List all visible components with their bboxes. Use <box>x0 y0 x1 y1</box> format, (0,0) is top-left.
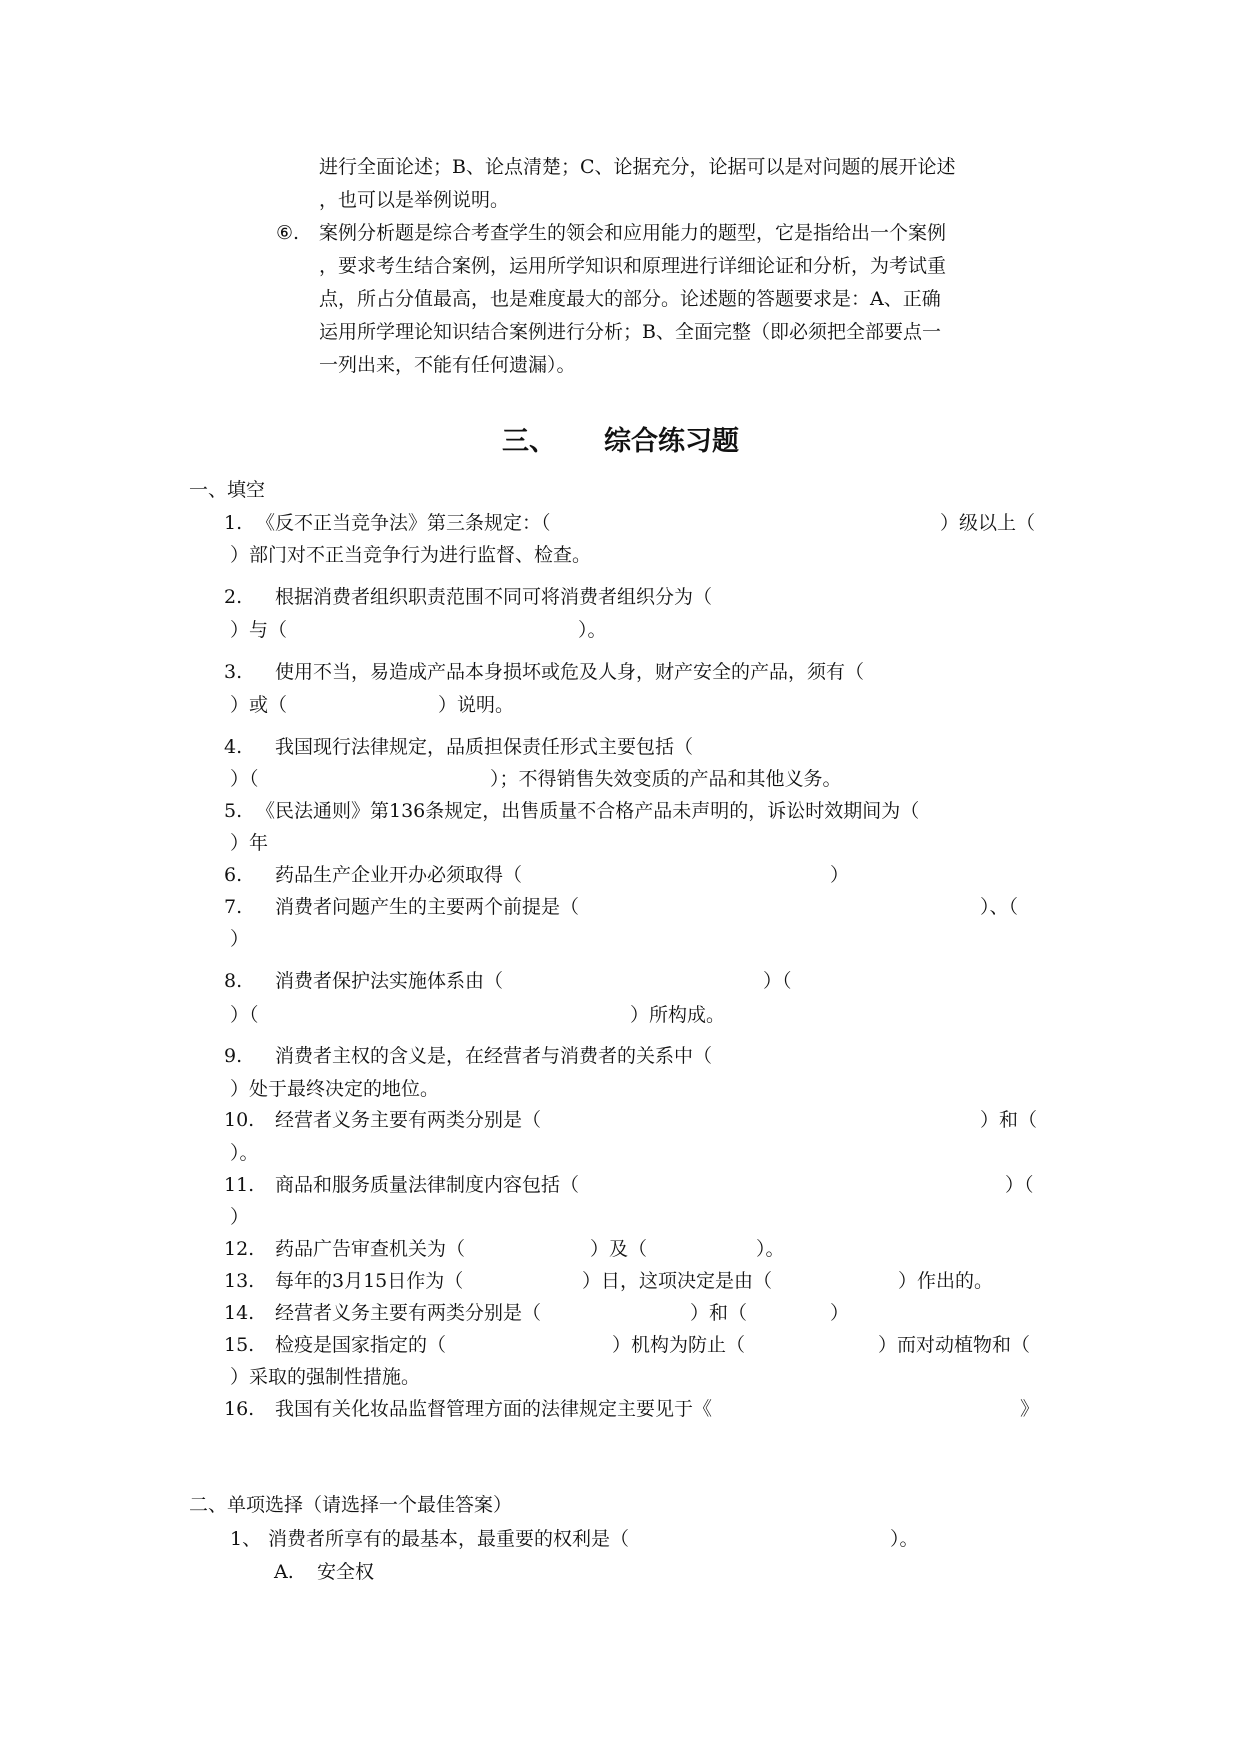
question-text: 消费者所享有的最基本，最重要的权利是（ <box>268 1528 630 1550</box>
item-text: ）（ <box>1005 1174 1034 1196</box>
item-text: ） <box>230 928 250 950</box>
item-text: 《反不正当竞争法》第三条规定：（ <box>256 512 551 534</box>
section-title <box>0 428 1241 455</box>
item-number: 8. <box>224 970 243 992</box>
item-text: 每年的3月15日作为（ <box>275 1270 464 1292</box>
intro-line: 一列出来，不能有任何遗漏）。 <box>319 354 576 376</box>
item-text: ）年 <box>230 832 269 854</box>
item-text: ）机构为防止（ <box>612 1334 746 1356</box>
item-text: 消费者问题产生的主要两个前提是（ <box>275 896 580 918</box>
item-text: ） <box>230 1206 250 1228</box>
item-number: 16. <box>224 1398 255 1420</box>
item-number: 15. <box>224 1334 255 1356</box>
section-title-text: 综合练习题 <box>604 426 739 457</box>
item-number: 13. <box>224 1270 255 1292</box>
item-number: 11. <box>224 1174 255 1196</box>
item-number: 12. <box>224 1238 255 1260</box>
item-text: ）和（ <box>690 1302 748 1324</box>
option-label: A. <box>274 1561 294 1583</box>
item-number: 9. <box>224 1045 243 1067</box>
item-text: 我国有关化妆品监督管理方面的法律规定主要见于《 <box>275 1398 713 1420</box>
item-text: ）。 <box>230 1142 259 1164</box>
item-text: 《民法通则》第136条规定，出售质量不合格产品未声明的，诉讼时效期间为（ <box>256 800 920 822</box>
item-text: ）（ <box>763 970 792 992</box>
item-number: 10. <box>224 1109 255 1131</box>
intro-line: ，也可以是举例说明。 <box>319 189 510 211</box>
item-number: 1. <box>224 512 243 534</box>
item-text: 检疫是国家指定的（ <box>275 1334 447 1356</box>
item-text: 》 <box>1020 1398 1040 1420</box>
item-text: 经营者义务主要有两类分别是（ <box>275 1109 542 1131</box>
question-text: ）。 <box>890 1528 919 1550</box>
item-text: ）采取的强制性措施。 <box>230 1366 421 1388</box>
item-text: ）作出的。 <box>898 1270 994 1292</box>
item-text: 消费者保护法实施体系由（ <box>275 970 504 992</box>
item-text: ）和（ <box>980 1109 1038 1131</box>
item-text: ）（ <box>230 768 259 790</box>
item-text: ）级以上（ <box>940 512 1036 534</box>
item-text: ）。 <box>578 619 607 641</box>
part-heading: 一、填空 <box>189 479 266 501</box>
item-number: 6. <box>224 864 243 886</box>
item-text: ）日，这项决定是由（ <box>582 1270 773 1292</box>
intro-line: 进行全面论述；B、论点清楚；C、论据充分，论据可以是对问题的展开论述 <box>319 156 956 178</box>
item-text: ）或（ <box>230 694 288 716</box>
item-text: ） <box>830 1302 850 1324</box>
item-text: 使用不当，易造成产品本身损坏或危及人身，财产安全的产品，须有（ <box>275 661 865 683</box>
intro-line: 运用所学理论知识结合案例进行分析；B、全面完整（即必须把全部要点一 <box>319 321 941 343</box>
item-text: ）而对动植物和（ <box>878 1334 1031 1356</box>
item-text: 根据消费者组织职责范围不同可将消费者组织分为（ <box>275 586 713 608</box>
question-number: 1、 <box>230 1528 262 1550</box>
item-text: 药品生产企业开办必须取得（ <box>275 864 523 886</box>
item-text: ）；不得销售失效变质的产品和其他义务。 <box>490 768 842 790</box>
item-text: ）与（ <box>230 619 288 641</box>
item-text: ）及（ <box>590 1238 648 1260</box>
item-text: 消费者主权的含义是，在经营者与消费者的关系中（ <box>275 1045 713 1067</box>
item-number: 5. <box>224 800 243 822</box>
intro-line: ，要求考生结合案例，运用所学知识和原理进行详细论证和分析，为考试重 <box>319 255 947 277</box>
intro-line: 点，所占分值最高，也是难度最大的部分。论述题的答题要求是：A、正确 <box>319 288 941 310</box>
item-text: ）说明。 <box>438 694 515 716</box>
item-text: ）部门对不正当竞争行为进行监督、检查。 <box>230 544 592 566</box>
section-number: 三、 <box>502 426 556 457</box>
item-text: 经营者义务主要有两类分别是（ <box>275 1302 542 1324</box>
item-number: 14. <box>224 1302 255 1324</box>
item-text: ）、（ <box>980 896 1019 918</box>
item-text: ） <box>830 864 850 886</box>
item-text: ）处于最终决定的地位。 <box>230 1078 440 1100</box>
item-marker: ⑥. <box>276 222 300 244</box>
item-text: 我国现行法律规定，品质担保责任形式主要包括（ <box>275 736 694 758</box>
item-number: 4. <box>224 736 243 758</box>
item-text: ）（ <box>230 1004 259 1026</box>
item-text: ）。 <box>756 1238 785 1260</box>
item-number: 3. <box>224 661 243 683</box>
item-text: ）所构成。 <box>630 1004 726 1026</box>
item-text: 药品广告审查机关为（ <box>275 1238 466 1260</box>
intro-line: 案例分析题是综合考查学生的领会和应用能力的题型，它是指给出一个案例 <box>319 222 947 244</box>
part-heading: 二、单项选择（请选择一个最佳答案） <box>189 1494 513 1516</box>
item-number: 7. <box>224 896 243 918</box>
option-text: 安全权 <box>317 1561 375 1583</box>
item-number: 2. <box>224 586 243 608</box>
item-text: 商品和服务质量法律制度内容包括（ <box>275 1174 580 1196</box>
